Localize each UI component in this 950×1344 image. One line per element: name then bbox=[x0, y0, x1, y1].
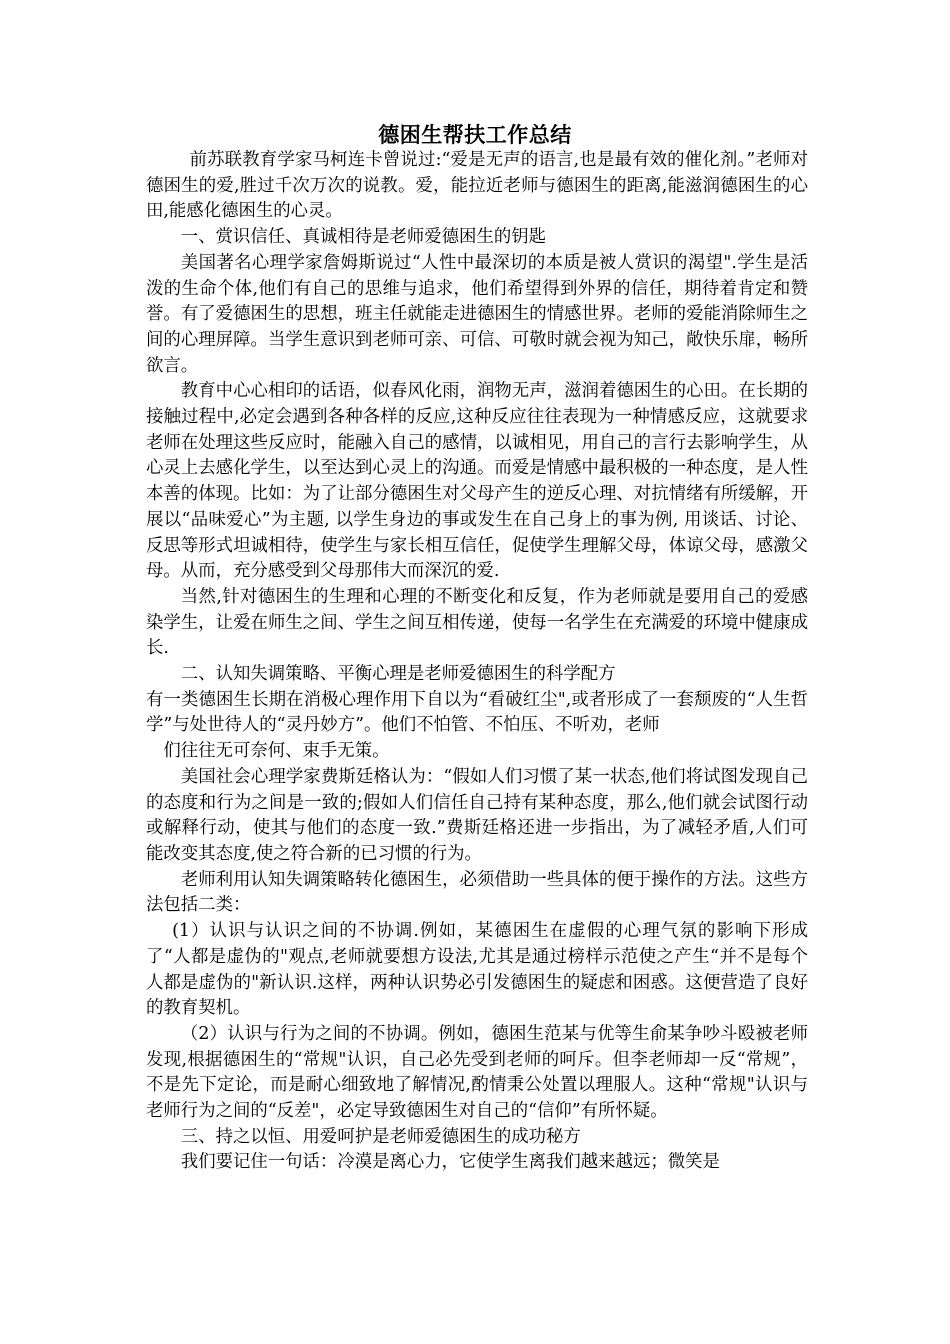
paragraph-intro: 前苏联教育学家马柯连卡曾说过:“爱是无声的语言,也是最有效的催化剂。”老师对德困生的爱,胜过千次万次的说教。爱，能拉近老师与德困生的距离,能滋润德困生的心田,能感化德困生的心灵。 bbox=[146, 150, 808, 222]
document-title: 德困生帮扶工作总结 bbox=[378, 123, 572, 147]
paragraph: 有一类德困生长期在消极心理作用下自以为“看破红尘",或者形成了一套颓废的“人生哲学”与处世待人的“灵丹妙方”。他们不怕管、不怕压、不听劝，老师 bbox=[146, 689, 808, 736]
section-heading-2: 二、认知失调策略、平衡心理是老师爱德困生的科学配方 bbox=[180, 664, 616, 685]
section-heading-3: 三、持之以恒、用爱呵护是老师爱德困生的成功秘方 bbox=[180, 1126, 581, 1147]
paragraph: 老师利用认知失调策略转化德困生，必须借助一些具体的便于操作的方法。这些方法包括二类： bbox=[146, 869, 808, 916]
paragraph: 美国著名心理学家詹姆斯说过“人性中最深切的本质是被人赏识的渴望".学生是活泼的生命个体,他们有自己的思维与追求，他们希望得到外界的信任，期待着肯定和赞誉。有了爱德困生的思想，班主任就能走进德困生的情感世界。老师的爱能消除师生之间的心理屏障。当学生意识到老师可亲、可信、可敬时就会视为知己，敞快乐扉，畅所欲言。 bbox=[146, 252, 808, 376]
document-body bbox=[146, 148, 808, 1176]
list-item: （2）认识与行为之间的不协调。例如，德困生范某与优等生俞某争吵斗殴被老师发现,根据德困生的“常规"认识，自己必先受到老师的呵斥。但李老师却一反“常规”，不是先下定论，而是耐心细致地了解情况,酌情秉公处置以理服人。这种“常规"认识与老师行为之间的“反差"，必定导致德困生对自己的“信仰”有所怀疑。 bbox=[146, 1023, 808, 1122]
list-item: (1）认识与认识之间的不协调.例如，某德困生在虚假的心理气氛的影响下形成了“人都是虚伪的"观点,老师就要想方设法,尤其是通过榜样示范使之产生“并不是每个人都是虚伪的"新认识.这样，两种认识势必引发德困生的疑虑和困惑。这便营造了良好的教育契机。 bbox=[146, 921, 808, 1019]
paragraph: 教育中心心相印的话语，似春风化雨，润物无声，滋润着德困生的心田。在长期的接触过程中,必定会遇到各种各样的反应,这种反应往往表现为一种情感反应，这就要求老师在处理这些反应时，能融入自己的感情，以诚相见，用自己的言行去影响学生，从心灵上去感化学生，以至达到心灵上的沟通。而爱是情感中最积极的一种态度，是人性本善的体现。比如：为了让部分德困生对父母产生的逆反心理、对抗情绪有所缓解，开展以“品味爱心”为主题, 以学生身边的事或发生在自己身上的事为例, 用谈话、讨论、反思等形式坦诚相待，使学生与家长相互信任，促使学生理解父母，体谅父母，感激父母。从而，充分感受到父母那伟大而深沉的爱. bbox=[146, 381, 808, 582]
paragraph: 当然,针对德困生的生理和心理的不断变化和反复，作为老师就是要用自己的爱感染学生，让爱在师生之间、学生之间互相传递，使每一名学生在充满爱的环境中健康成长. bbox=[146, 586, 808, 659]
paragraph: 美国社会心理学家费斯廷格认为：“假如人们习惯了某一状态,他们将试图发现自己的态度和行为之间是一致的;假如人们信任自己持有某种态度，那么,他们就会试图行动或解释行动，使其与他们的态度一致.”费斯廷格还进一步指出，为了减轻矛盾,人们可能改变其态度,使之符合新的已习惯的行为。 bbox=[146, 766, 808, 864]
paragraph: 们往往无可奈何、束手无策。 bbox=[163, 741, 390, 762]
paragraph: 我们要记住一句话：冷漠是离心力，它使学生离我们越来越远；微笑是 bbox=[180, 1152, 720, 1173]
section-heading-1: 一、赏识信任、真诚相待是老师爱德困生的钥匙 bbox=[180, 227, 547, 248]
